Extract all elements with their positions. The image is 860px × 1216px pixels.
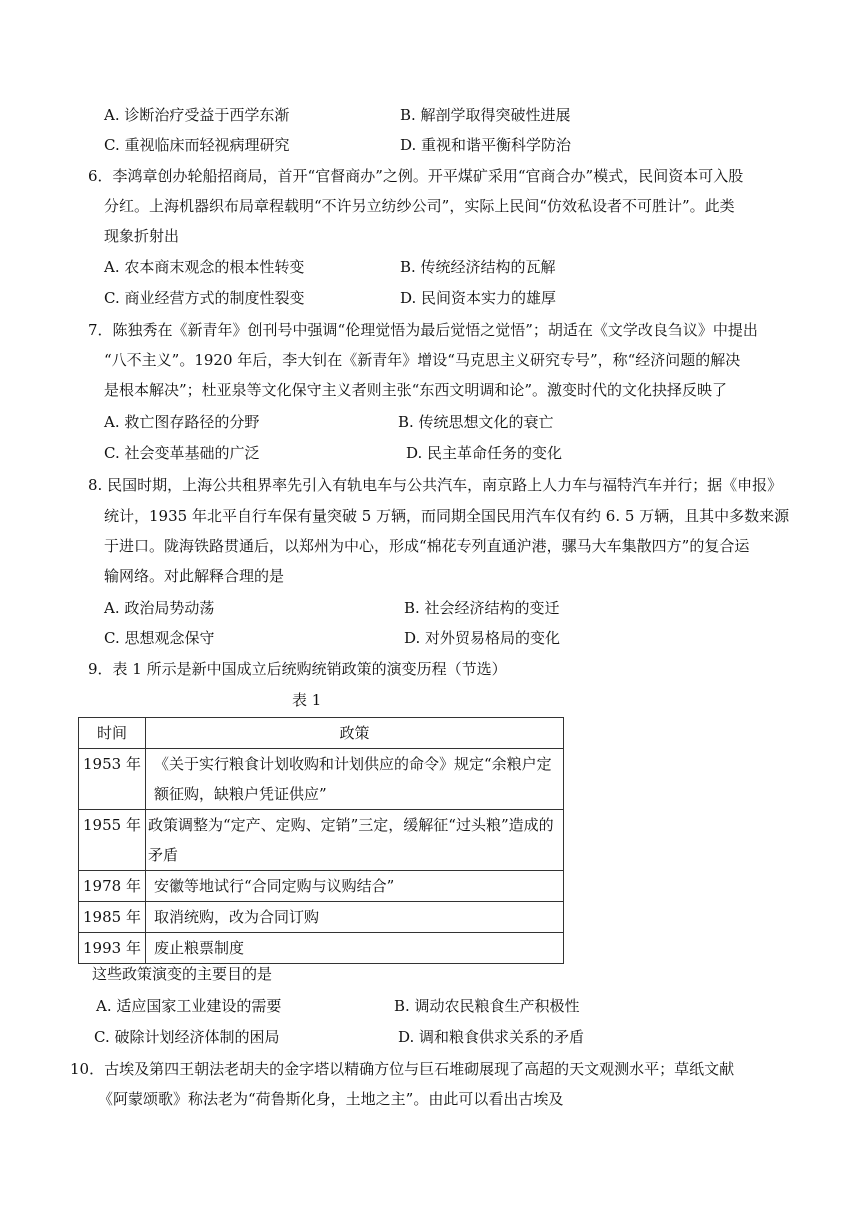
q7-stem-line-3: 是根本解决”；杜亚泉等文化保守主义者则主张“东西文明调和论”。激变时代的文化抉择反映了 [104,381,728,399]
q6-option-c: C. 商业经营方式的制度性裂变 [104,289,305,307]
table-cell-policy: 政策调整为“定产、定购、定销”三定，缓解征“过头粮”造成的矛盾 [145,810,563,871]
q6-stem-line-3: 现象折射出 [104,227,180,245]
q7-option-c: C. 社会变革基础的广泛 [104,444,260,462]
table-cell-year: 1955 年 [79,810,146,871]
q8-option-c: C. 思想观念保守 [104,629,215,647]
q8-stem-line-4: 输网络。对此解释合理的是 [104,567,285,585]
table-row [79,902,564,933]
q10-stem-line-2: 《阿蒙颂歌》称法老为“荷鲁斯化身，土地之主”。由此可以看出古埃及 [98,1090,564,1108]
q7-option-a: A. 救亡图存路径的分野 [104,413,260,431]
table-cell-year: 1985 年 [79,902,146,933]
q7-stem-line-2: “八不主义”。1920 年后，李大钊在《新青年》增设“马克思主义研究专号”，称“经济问题的解决 [104,351,741,369]
table-row [79,933,564,964]
q10-stem-line-1: 10．古埃及第四王朝法老胡夫的金字塔以精确方位与巨石堆砌展现了高超的天文观测水平；草纸文献 [70,1060,735,1078]
table-caption: 表 1 [292,691,322,709]
q5-option-b: B. 解剖学取得突破性进展 [400,106,571,124]
table-cell-year: 1978 年 [79,871,146,902]
q7-option-b: B. 传统思想文化的衰亡 [398,413,554,431]
table-row [79,749,564,810]
q8-option-a: A. 政治局势动荡 [104,599,215,617]
table-cell-policy: 废止粮票制度 [145,933,563,964]
q6-option-b: B. 传统经济结构的瓦解 [400,258,556,276]
q8-option-d: D. 对外贸易格局的变化 [404,629,561,647]
table-row [79,871,564,902]
q9-option-c: C. 破除计划经济体制的困局 [94,1028,280,1046]
q8-stem-line-2: 统计，1935 年北平自行车保有量突破 5 万辆，而同期全国民用汽车仅有约 6. 5 万辆，且其中多数来源 [104,507,790,525]
q6-option-d: D. 民间资本实力的雄厚 [400,289,557,307]
table-header-row [79,718,564,749]
q7-option-d: D. 民主革命任务的变化 [406,444,563,462]
table-cell-policy: 安徽等地试行“合同定购与议购结合” [145,871,563,902]
q8-stem-line-1: 8. 民国时期，上海公共租界率先引入有轨电车与公共汽车，南京路上人力车与福特汽车并行；据《申报》 [88,476,783,494]
q8-option-b: B. 社会经济结构的变迁 [404,599,560,617]
q5-option-c: C. 重视临床而轻视病理研究 [104,136,290,154]
table-row [79,810,564,871]
q5-option-d: D. 重视和谐平衡科学防治 [400,136,572,154]
q9-question: 这些政策演变的主要目的是 [92,965,273,983]
table-header-policy: 政策 [145,718,563,749]
q6-stem-line-1: 6．李鸿章创办轮船招商局，首开“官督商办”之例。开平煤矿采用“官商合办”模式，民间资本可入股 [88,167,744,185]
table-header-time: 时间 [79,718,146,749]
q5-option-a: A. 诊断治疗受益于西学东渐 [104,106,290,124]
table-cell-year: 1993 年 [79,933,146,964]
q9-stem: 9．表 1 所示是新中国成立后统购统销政策的演变历程（节选） [88,660,507,678]
q6-stem-line-2: 分红。上海机器织布局章程载明“不许另立纺纱公司”，实际上民间“仿效私设者不可胜计”。此类 [104,197,735,215]
q7-stem-line-1: 7．陈独秀在《新青年》创刊号中强调“伦理觉悟为最后觉悟之觉悟”；胡适在《文学改良刍议》中提出 [88,321,758,339]
q9-option-b: B. 调动农民粮食生产积极性 [394,997,580,1015]
policy-table [78,717,564,964]
table-cell-policy: 取消统购，改为合同订购 [145,902,563,933]
q6-option-a: A. 农本商末观念的根本性转变 [104,258,305,276]
q8-stem-line-3: 于进口。陇海铁路贯通后，以郑州为中心，形成“棉花专列直通沪港，骡马大车集散四方”的复合运 [104,537,750,555]
table-cell-year: 1953 年 [79,749,146,810]
table-cell-policy: 《关于实行粮食计划收购和计划供应的命令》规定“余粮户定额征购，缺粮户凭证供应” [145,749,563,810]
q9-option-a: A. 适应国家工业建设的需要 [96,997,282,1015]
q9-option-d: D. 调和粮食供求关系的矛盾 [398,1028,585,1046]
